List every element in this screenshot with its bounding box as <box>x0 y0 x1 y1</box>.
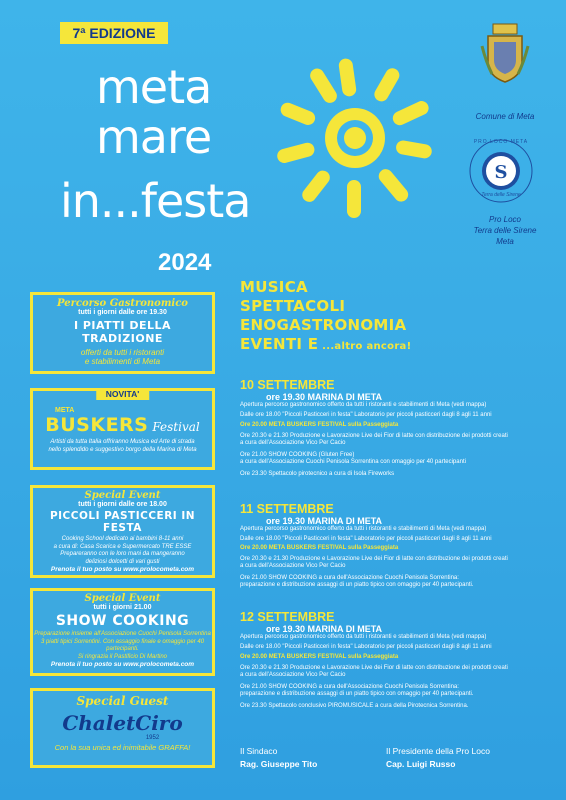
event-line: Ore 20.30 e 21.30 Produzione e Lavorazione Live dei Fior di latte con distribuzione dei prodotti creati <box>240 432 508 439</box>
box-line: Artisti da tutta Italia offriranno Musica ed Arte di strada <box>50 439 195 445</box>
box-line: Prepareranno con le loro mani da mangeranno <box>60 551 185 557</box>
box-percorso-gastronomico <box>30 292 215 374</box>
box-line: 3 piatti tipici Sorrentini. Con assaggio finale e omaggio per 40 partecipanti. <box>40 638 205 652</box>
proloco-label <box>460 214 550 247</box>
signature-role: Il Presidente della Pro Loco <box>386 746 490 756</box>
sun-illustration <box>255 40 455 240</box>
signature-role: Il Sindaco <box>240 746 278 756</box>
day-11-settembre <box>240 502 558 590</box>
title-mare: mare <box>96 110 212 164</box>
box-title: I PIATTI DELLA TRADIZIONE <box>73 319 172 345</box>
headline-altro: ...altro ancora! <box>318 341 412 352</box>
headline-musica: MUSICA <box>240 278 308 296</box>
box-show-cooking <box>30 588 215 676</box>
event-line: Apertura percorso gastronomico offerto da tutti i ristoranti e stabilimenti di Meta (vedi mappa) <box>240 634 487 640</box>
title-meta: meta <box>96 60 212 114</box>
event-line: a cura dell'Associazione Vico Per Cacio <box>240 440 346 446</box>
novita-badge: NOVITA' <box>96 388 150 400</box>
event-line: Ore 20.00 META BUSKERS FESTIVAL sulla Passeggiata <box>240 654 399 660</box>
event-line: Ore 21.00 SHOW COOKING a cura dell'Associazione Cuochi Penisola Sorrentina: <box>240 574 459 581</box>
box-line: offerti da tutti i ristoranti <box>80 348 165 357</box>
headline-eventi: EVENTI E <box>240 335 319 353</box>
event-line: Ore 23.30 Spettacolo pirotecnico a cura di Isola Fireworks <box>240 470 395 477</box>
proloco-name-1: Pro Loco <box>488 215 522 224</box>
box-line: e stabilimenti di Meta <box>84 357 161 366</box>
box-line: tutti i giorni 21.00 <box>93 604 152 611</box>
box-buskers <box>30 388 215 470</box>
chalet-ciro-year: 1952 <box>145 735 160 741</box>
box-line: Preparazione insieme all'Associazione Cuochi Penisola Sorrentina <box>34 631 211 637</box>
event-line: Dalle ore 18.00 "Piccoli Pasticceri in festa" Laboratorio per piccoli pasticceri dagli 8 agli 11 anni <box>240 643 492 650</box>
proloco-ring-text: PRO LOCO META <box>473 139 529 145</box>
box-script: Special Event <box>84 593 161 604</box>
box-piccoli-pasticceri <box>30 485 215 578</box>
signature-name: Rag. Giuseppe Tito <box>240 759 318 769</box>
proloco-ring-text-2: Terra delle Sirene <box>481 192 521 198</box>
prenota-link[interactable]: Prenota il tuo posto su www.prolocometa.com <box>50 661 195 668</box>
day-date: 10 SETTEMBRE <box>240 378 335 392</box>
svg-text:S: S <box>494 162 508 183</box>
comune-crest-icon <box>480 22 530 86</box>
box-line: Con la sua unica ed inimitabile GRAFFA! <box>54 743 191 752</box>
buskers-festival: Festival <box>152 420 200 434</box>
box-line: Si ringrazia il Pastificio Di Martino <box>77 653 168 660</box>
headline-enogastronomia: ENOGASTRONOMIA <box>240 316 407 334</box>
year: 2024 <box>158 249 212 276</box>
headline-spettacoli: SPETTACOLI <box>240 297 346 315</box>
event-line: Ore 20.30 e 21.30 Produzione e Lavorazione Live dei Fior di latte con distribuzione dei prodotti creati <box>240 664 508 671</box>
signature-name: Cap. Luigi Russo <box>386 759 456 769</box>
event-line: Ore 23.30 Spettacolo conclusivo PIROMUSICALE a cura della Pirotecnica Sorrentina. <box>240 702 469 709</box>
event-line: Dalle ore 18.00 "Piccoli Pasticceri in festa" Laboratorio per piccoli pasticceri dagli 8 agli 11 anni <box>240 535 492 542</box>
day-date: 12 SETTEMBRE <box>240 610 335 624</box>
day-10-settembre <box>240 378 558 478</box>
box-script: Special Guest <box>76 694 169 708</box>
event-line: preparazione e distribuzione assaggi di un piatto tipico con omaggio per 40 partecipanti. <box>240 691 474 697</box>
headlines <box>240 278 540 356</box>
proloco-name-2: Terra delle Sirene <box>473 226 537 235</box>
buskers-title: BUSKERS <box>45 414 149 436</box>
title-in-festa: in...festa <box>60 174 251 228</box>
event-line: a cura dell'Associazione Vico Per Cacio <box>240 563 346 569</box>
event-line: Dalle ore 18.00 "Piccoli Pasticceri in festa" Laboratorio per piccoli pasticceri dagli 8 agli 11 anni <box>240 411 492 418</box>
day-12-settembre <box>240 610 558 710</box>
prenota-link[interactable]: Prenota il tuo posto su www.prolocometa.com <box>50 566 195 573</box>
box-line: nello splendido e suggestivo borgo della Marina di Meta <box>48 446 197 453</box>
box-line: a cura di: Casa Scarica e Supermercato TRE ESSE <box>53 543 192 550</box>
day-date: 11 SETTEMBRE <box>240 502 334 516</box>
box-line: Cooking School dedicato ai bambini 8-11 anni <box>61 536 184 542</box>
box-line: deliziosi dolcetti di vari gusti <box>85 558 160 565</box>
day-time: ore 19.30 MARINA DI META <box>266 392 383 402</box>
signature-presidente <box>386 746 490 769</box>
event-line: a cura dell'Associazione Vico Per Cacio <box>240 672 346 678</box>
comune-label: Comune di Meta <box>475 112 535 121</box>
event-line: Apertura percorso gastronomico offerto da tutti i ristoranti e stabilimenti di Meta (vedi mappa) <box>240 526 487 532</box>
event-line: Ore 21.00 SHOW COOKING (Gluten Free) <box>240 451 355 458</box>
event-line: Ore 21.00 SHOW COOKING a cura dell'Associazione Cuochi Penisola Sorrentina: <box>240 683 459 690</box>
event-line: Ore 20.00 META BUSKERS FESTIVAL sulla Passeggiata <box>240 422 399 428</box>
box-script: Special Event <box>84 490 161 501</box>
box-title: PICCOLI PASTICCERI IN FESTA <box>49 510 196 534</box>
edition-badge: 7ª EDIZIONE <box>60 22 168 44</box>
buskers-meta: META <box>55 407 75 414</box>
event-line: a cura dell'Associazione Cuochi Penisola Sorrentina con omaggio per 40 partecipanti <box>240 459 466 465</box>
event-line: Ore 20.30 e 21.30 Produzione e Lavorazione Live dei Fior di latte con distribuzione dei prodotti creati <box>240 555 508 562</box>
chalet-ciro-logo: ChaletCiro <box>62 711 183 735</box>
box-title: SHOW COOKING <box>55 613 190 629</box>
day-time: ore 19.30 MARINA DI META <box>266 624 383 634</box>
box-script: Percorso Gastronomico <box>57 298 188 309</box>
box-line: tutti i giorni dalle ore 19.30 <box>78 309 167 316</box>
signature-sindaco <box>240 746 317 769</box>
day-time: ore 19.30 MARINA DI META <box>266 516 383 526</box>
event-line: Ore 20.00 META BUSKERS FESTIVAL sulla Passeggiata <box>240 545 399 551</box>
box-line: tutti i giorni dalle ore 18.00 <box>78 501 167 508</box>
event-line: Apertura percorso gastronomico offerto da tutti i ristoranti e stabilimenti di Meta (vedi mappa) <box>240 402 487 408</box>
proloco-name-3: Meta <box>496 237 514 246</box>
event-line: preparazione e distribuzione assaggi di un piatto tipico con omaggio per 40 partecipanti. <box>240 582 474 588</box>
box-special-guest <box>30 688 215 768</box>
